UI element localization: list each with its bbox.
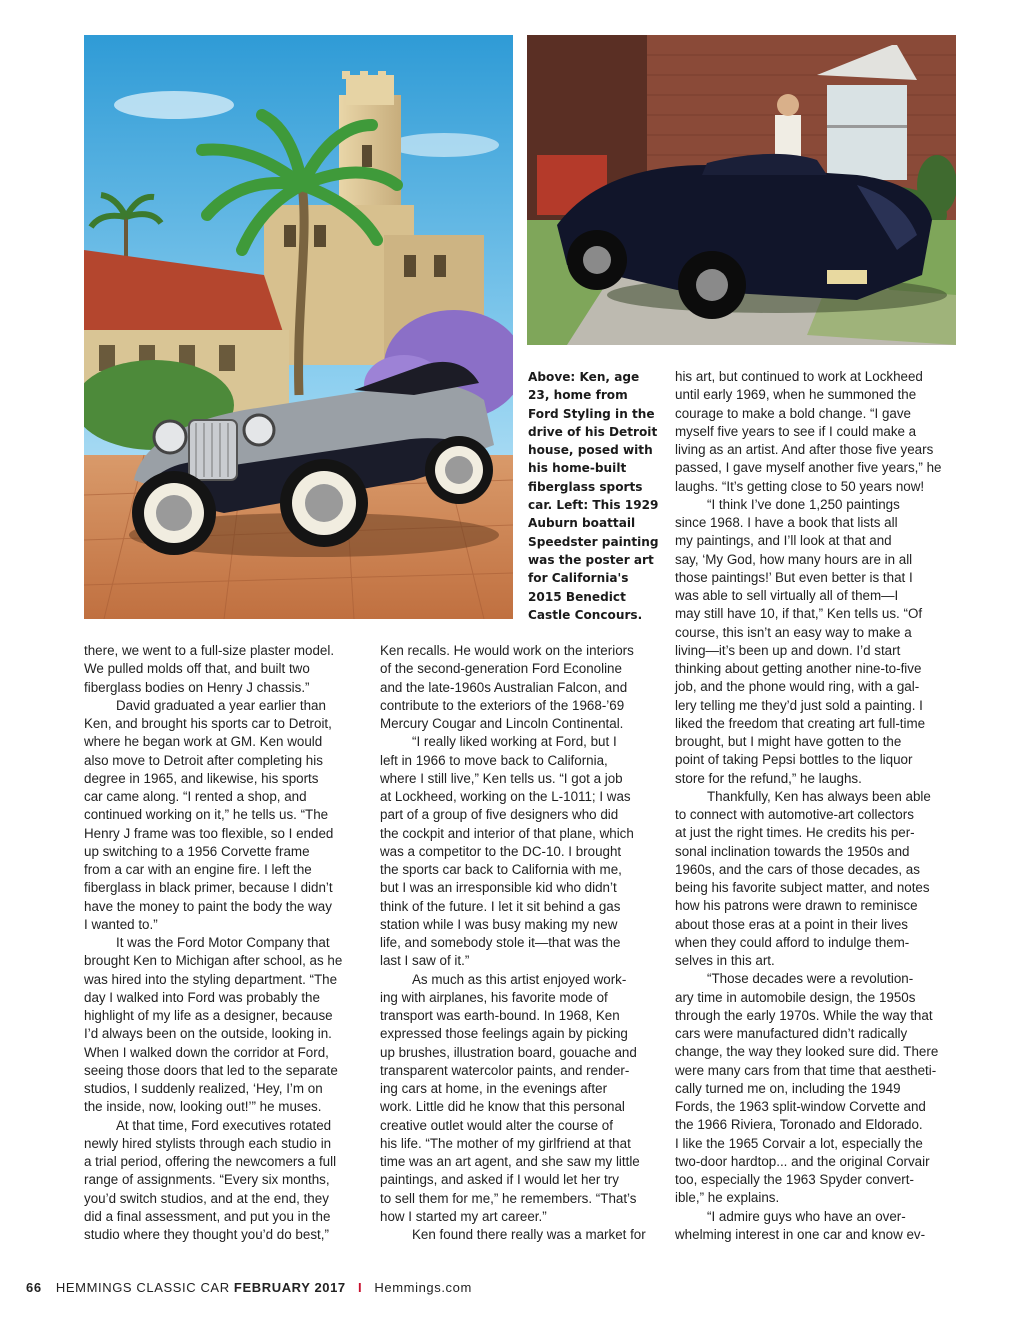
article-text-line: the 1966 Riviera, Toronado and Eldorado. xyxy=(675,1117,923,1133)
article-text-line: Mercury Cougar and Lincoln Continental. xyxy=(380,716,624,731)
page-number: 66 xyxy=(26,1280,42,1295)
article-text-line: studios, I suddenly realized, ‘Hey, I’m on xyxy=(84,1081,323,1096)
article-text-line: degree in 1965, and likewise, his sports xyxy=(84,770,319,786)
article-text-line: liked the freedom that creating art full-time xyxy=(675,715,926,731)
article-text-line: part of a group of five designers who did xyxy=(380,807,619,823)
article-text-line: up brushes, illustration board, gouache and xyxy=(380,1044,637,1060)
article-text-line: I like the 1965 Corvair a lot, especially the xyxy=(675,1135,923,1151)
article-text-line: myself five years to see if I could make a xyxy=(675,423,917,439)
article-text-line: at just the right times. He credits his per- xyxy=(675,825,915,841)
article-text-line: contribute to the exteriors of the 1968-’69 xyxy=(380,697,625,713)
article-text-line: laughs. “It’s getting close to 50 years now! xyxy=(675,478,925,494)
article-text-line: Ken recalls. He would work on the interiors xyxy=(380,643,634,658)
article-text-line: range of assignments. “Every six months, xyxy=(84,1172,330,1188)
article-text-line: newly hired stylists through each studio in xyxy=(84,1135,332,1151)
article-text-line: David graduated a year earlier than xyxy=(116,697,326,713)
article-text-line: paintings, and asked if I would let her try xyxy=(380,1172,619,1188)
article-text-line: at Lockheed, working on the L-1011; I was xyxy=(380,789,631,804)
article-text-line: ary time in automobile design, the 1950s xyxy=(675,989,916,1005)
article-text-line: how his patrons were drawn to reminisce xyxy=(675,898,918,914)
article-text-line: his art, but continued to work at Lockheed xyxy=(675,369,923,384)
article-text-line: “I admire guys who have an over- xyxy=(707,1208,906,1224)
article-text-line: courage to make a bold change. “I gave xyxy=(675,405,911,421)
article-text-line: cars were manufactured didn’t radically xyxy=(675,1026,908,1041)
article-column-1 xyxy=(84,642,360,1244)
article-text-line: We pulled molds off that, and built two xyxy=(84,661,310,677)
article-text-line: since 1968. I have a book that lists all xyxy=(675,515,898,530)
article-text-line: day I walked into Ford was probably the xyxy=(84,989,320,1005)
article-text-line: until early 1969, when he summoned the xyxy=(675,387,917,403)
article-text-line: time was an art agent, and she saw my little xyxy=(380,1154,640,1169)
article-text-line: last I saw of it.” xyxy=(380,953,470,969)
article-text-line: was a competitor to the DC-10. I brought xyxy=(380,843,622,859)
article-text-line: expressed those feelings again by picking xyxy=(380,1026,628,1042)
article-text-line: 1960s, and the cars of those decades, as xyxy=(675,861,920,877)
article-text-line: being his favorite subject matter, and notes xyxy=(675,880,930,895)
magazine-name: HEMMINGS CLASSIC CAR xyxy=(55,1280,230,1295)
article-text-line: the inside, now, looking out!’” he muses. xyxy=(84,1099,322,1115)
article-text-line: ing cars at home, in the evenings after xyxy=(380,1081,608,1096)
photo-caption xyxy=(528,368,660,624)
sports-car-photo xyxy=(527,35,956,345)
article-text-line: about those eras at a point in their lives xyxy=(675,916,908,932)
article-text-line: station while I was busy making my new xyxy=(380,916,618,932)
article-text-line: to sell them for me,” he remembers. “That’s xyxy=(380,1190,637,1206)
article-text-line: highlight of my life as a designer, because xyxy=(84,1008,333,1023)
article-text-line: up switching to a 1956 Corvette frame xyxy=(84,843,310,859)
article-text-line: where I still live,” Ken tells us. “I got a job xyxy=(380,770,623,786)
article-text-line: the sports car back to California with me, xyxy=(380,862,622,877)
article-text-line: thinking about getting another nine-to-five xyxy=(675,661,922,676)
article-text-line: left in 1966 to move back to California, xyxy=(380,752,608,768)
article-text-line: there, we went to a full-size plaster model. xyxy=(84,643,335,658)
article-text-line: job, and the phone would ring, with a gal- xyxy=(675,679,920,695)
article-text-line: ing with airplanes, his favorite mode of xyxy=(380,989,608,1005)
article-text-line: passed, I gave myself another five years,” he xyxy=(675,460,942,476)
article-text-line: I’d always been on the outside, looking in. xyxy=(84,1026,332,1042)
article-text-line: transparent watercolor paints, and render- xyxy=(380,1062,630,1078)
article-text-line: change, the way they looked sure did. There xyxy=(675,1044,939,1060)
article-text-line: of the second-generation Ford Econoline xyxy=(380,661,622,677)
article-text-line: It was the Ford Motor Company that xyxy=(116,935,330,950)
article-text-line: lery telling me they’d just sold a painting. I xyxy=(675,697,923,713)
article-text-line: the cockpit and interior of that plane, which xyxy=(380,825,634,841)
article-text-line: seeing those doors that led to the separate xyxy=(84,1062,338,1078)
article-text-line: whelming interest in one car and know ev- xyxy=(675,1226,926,1242)
website-link[interactable]: Hemmings.com xyxy=(374,1280,472,1295)
article-text-line: At that time, Ford executives rotated xyxy=(116,1117,332,1133)
article-text-line: my paintings, and I’ll look at that and xyxy=(675,533,892,549)
article-text-line: to connect with automotive-art collectors xyxy=(675,807,914,822)
article-text-line: Fords, the 1963 split-window Corvette and xyxy=(675,1099,926,1114)
article-text-line: ible,” he explains. xyxy=(675,1190,780,1206)
article-text-line: cally turned me on, including the 1949 xyxy=(675,1080,901,1096)
article-text-line: you’d switch studios, and at the end, they xyxy=(84,1190,329,1206)
article-text-line: from a car with an engine fire. I left the xyxy=(84,862,312,877)
article-text-line: course, this isn’t an easy way to make a xyxy=(675,624,912,640)
article-text-line: I wanted to.” xyxy=(84,916,158,932)
article-text-line: living—it’s been up and down. I’d start xyxy=(675,642,901,658)
article-text-line: was hired into the styling department. “The xyxy=(84,971,338,987)
article-text-line: Ken, and brought his sports car to Detroit, xyxy=(84,716,332,731)
article-text-line: transport was earth-bound. In 1968, Ken xyxy=(380,1008,620,1023)
article-text-line: work. Little did he know that this personal xyxy=(380,1099,625,1115)
article-text-line: through the early 1970s. While the way that xyxy=(675,1007,933,1023)
article-text-line: creative outlet would alter the course of xyxy=(380,1117,613,1133)
article-text-line: think of the future. I let it sit behind a gas xyxy=(380,898,621,914)
article-text-line: also move to Detroit after completing his xyxy=(84,752,323,768)
article-column-2 xyxy=(380,642,660,1244)
article-text-line: life, and somebody stole it—that was the xyxy=(380,935,621,950)
article-text-line: have the money to paint the body the way xyxy=(84,898,332,914)
article-text-line: were many cars from that time that aestheti- xyxy=(675,1062,937,1078)
caption-text: Above: Ken, age 23, home from Ford Styling in the drive of his Detroit house, posed with his home-built fiberglass sports car. Left: This 1929 Auburn boattail Speedster painting was the poster art for California's 2015 Benedict Castle Concours. xyxy=(528,370,659,622)
article-text-line: but I was an irresponsible kid who didn’t xyxy=(380,880,617,896)
footer-separator: I xyxy=(357,1280,363,1295)
article-text-line: living as an artist. And after those five years xyxy=(675,442,934,457)
article-text-line: point of taking Pepsi bottles to the liquor xyxy=(675,752,913,768)
article-text-line: was able to sell virtually all of them—I xyxy=(675,588,899,603)
article-text-line: those paintings!’ But even better is that I xyxy=(675,569,913,585)
article-text-line: too, especially the 1963 Spyder convert- xyxy=(675,1172,914,1187)
article-text-line: car came along. “I rented a shop, and xyxy=(84,789,307,804)
article-text-line: As much as this artist enjoyed work- xyxy=(412,971,627,987)
issue-date: FEBRUARY 2017 xyxy=(233,1280,346,1295)
article-text-line: continued working on it,” he tells us. “The xyxy=(84,807,329,823)
article-text-line: sonal inclination towards the 1950s and xyxy=(675,843,910,859)
article-text-line: Thankfully, Ken has always been able xyxy=(707,788,931,804)
article-text-line: brought Ken to Michigan after school, as he xyxy=(84,953,343,969)
article-text-line: “I think I’ve done 1,250 paintings xyxy=(707,496,900,512)
painting-image xyxy=(84,35,513,619)
article-text-line: “Those decades were a revolution- xyxy=(707,971,914,987)
article-text-line: say, ‘My God, how many hours are in all xyxy=(675,551,913,567)
article-text-line: “I really liked working at Ford, but I xyxy=(412,734,617,750)
article-text-line: did a final assessment, and put you in the xyxy=(84,1208,331,1224)
article-text-line: where he began work at GM. Ken would xyxy=(84,734,323,750)
article-text-line: store for the refund,” he laughs. xyxy=(675,770,862,786)
article-text-line: and the late-1960s Australian Falcon, and xyxy=(380,679,628,695)
article-text-line: studio where they thought you’d do best,” xyxy=(84,1227,329,1242)
article-text-line: a trial period, offering the newcomers a full xyxy=(84,1154,337,1169)
article-text-line: two-door hardtop... and the original Corvair xyxy=(675,1153,930,1169)
page-footer xyxy=(26,1280,472,1295)
article-text-line: how I started my art career.” xyxy=(380,1208,547,1224)
article-column-3 xyxy=(675,368,957,1244)
article-text-line: when they could afford to indulge them- xyxy=(675,934,910,950)
article-text-line: When I walked down the corridor at Ford, xyxy=(84,1044,329,1060)
article-text-line: Ken found there really was a market for xyxy=(412,1227,646,1242)
article-text-line: his life. “The mother of my girlfriend at that xyxy=(380,1135,631,1151)
article-text-line: brought, but I might have gotten to the xyxy=(675,734,902,749)
article-text-line: Henry J frame was too flexible, so I ended xyxy=(84,825,334,841)
article-text-line: may still have 10, if that,” Ken tells us. “Of xyxy=(675,606,923,622)
article-text-line: fiberglass bodies on Henry J chassis.” xyxy=(84,679,310,695)
article-text-line: fiberglass in black primer, because I didn’t xyxy=(84,880,333,896)
article-text-line: selves in this art. xyxy=(675,953,775,968)
